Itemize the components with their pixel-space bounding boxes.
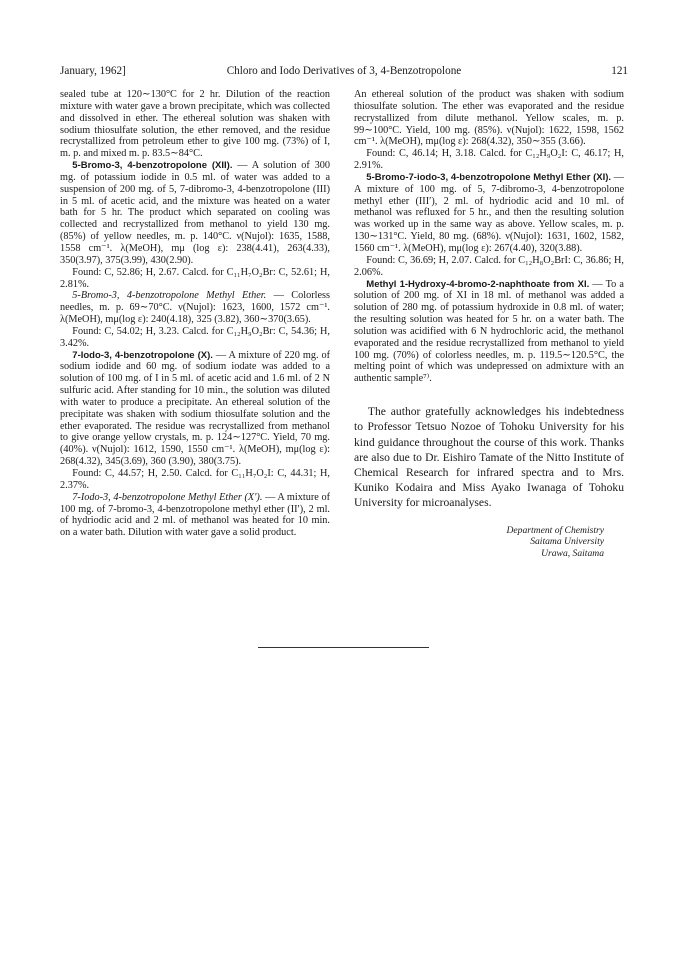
- affiliation-department: Department of Chemistry: [506, 524, 604, 536]
- paragraph: [354, 279, 624, 386]
- paragraph: [354, 172, 624, 255]
- header-title: Chloro and Iodo Derivatives of 3, 4-Benzotropolone: [226, 65, 462, 77]
- paragraph: [60, 326, 330, 350]
- paragraph-text: sealed tube at 120∼130°C for 2 hr. Dilution of the reaction mixture with water gave a brown precipitate, which was collected and dissolved in ether. The ethereal solution was shaken with sodium thiosulfate solution, the ether removed, and the residue recrystallized from petroleum ether to give 100 mg. (73%) of I, m. p. and mixed m. p. 83.5∼84°C.: [60, 89, 330, 160]
- paragraph-heading: 7-Iodo-3, 4-benzotropolone (X).: [72, 349, 213, 361]
- header-date: January, 1962]: [60, 65, 126, 77]
- affiliation-city: Urawa, Saitama: [541, 548, 604, 560]
- paragraph: [60, 350, 330, 468]
- end-rule: [258, 647, 429, 648]
- paragraph-text: Found: C, 52.86; H, 2.67. Calcd. for C₁₁H₇O₂Br: C, 52.61; H, 2.81%.: [60, 266, 330, 290]
- paragraph-heading: 5-Bromo-3, 4-benzotropolone Methyl Ether.: [72, 290, 267, 302]
- paragraph-heading: Methyl 1-Hydroxy-4-bromo-2-naphthoate from XI.: [366, 278, 590, 290]
- page-number: 121: [611, 65, 628, 77]
- paragraph: [60, 89, 330, 160]
- paragraph: [60, 492, 330, 539]
- paragraph-text: — A mixture of 100 mg. of 7-bromo-3, 4-benzotropolone methyl ether (II′), 2 ml. of hydriodic acid and 2 ml. of methanol was heated for 10 min. on a water bath. Dilution with water gave a solid product.: [60, 491, 330, 539]
- paragraph: [354, 89, 624, 148]
- paragraph-text: Found: C, 46.14; H, 3.18. Calcd. for C₁₂H₉O₂I: C, 46.17; H, 2.91%.: [354, 148, 624, 172]
- paragraph-text: Found: C, 44.57; H, 2.50. Calcd. for C₁₁H₇O₂I: C, 44.31; H, 2.37%.: [60, 468, 330, 491]
- paragraph: [60, 468, 330, 492]
- right-column: [354, 89, 624, 560]
- paragraph-text: Found: C, 36.69; H, 2.07. Calcd. for C₁₂H₈O₂BrI: C, 36.86; H, 2.06%.: [354, 254, 624, 278]
- paragraph-text: — To a solution of 200 mg. of XI in 18 ml. of methanol was added a solution of 280 mg. of potassium hydroxide in 0.8 ml. of water; the resulting solution was heated for 5 hr. on a water bath. The solution was acidified with 6 N hydrochloric acid, the methanol evaporated and the residue recrystallized from methanol to yield 100 mg. (70%) of colorless needles, m. p. 119.5∼120.5°C, the melting point of which was undepressed on admixture with an authentic sample⁷⁾.: [354, 278, 624, 385]
- paragraph: [60, 160, 330, 267]
- paragraph-text: — A mixture of 100 mg. of 5, 7-dibromo-3, 4-benzotropolone methyl ether (III′), 2 ml. of hydriodic acid and 10 ml. of methanol was refluxed for 5 hr., and then the resulting solution was worked up in the same way as above. Yellow scales, m. p. 130∼131°C. Yield, 80 mg. (68%). ν(Nujol): 1631, 1602, 1582, 1560 cm⁻¹. λ(MeOH), mμ(log ε): 267(4.40), 320(3.88).: [354, 171, 624, 254]
- left-column: [60, 89, 330, 539]
- paragraph-heading: 5-Bromo-7-iodo-3, 4-benzotropolone Methyl Ether (XI).: [366, 171, 612, 183]
- paragraph-heading: 7-Iodo-3, 4-benzotropolone Methyl Ether (X′).: [72, 491, 263, 503]
- paragraph-heading: 5-Bromo-3, 4-benzotropolone (XII).: [72, 160, 233, 172]
- paragraph: [60, 290, 330, 326]
- paragraph: [354, 255, 624, 279]
- paragraph-text: — Colorless needles, m. p. 69∼70°C. ν(Nujol): 1623, 1600, 1572 cm⁻¹. λ(MeOH), mμ(log ε): 240(4.18), 325 (3.82), 360∼370(3.65).: [60, 290, 330, 326]
- paragraph-text: An ethereal solution of the product was shaken with sodium thiosulfate solution. The ether was evaporated and the residue recrystallized from dilute methanol. Yellow scales, m. p. 99∼100°C. Yield, 100 mg. (85%). ν(Nujol): 1622, 1598, 1562 cm⁻¹. λ(MeOH), mμ(log ε): 268(4.32), 350∼355 (3.66).: [354, 89, 624, 148]
- affiliation-university: Saitama University: [530, 536, 604, 548]
- acknowledgment: The author gratefully acknowledges his indebtedness to Professor Tetsuo Nozoe of Tohoku University for his kind guidance throughout the course of this work. Thanks are also due to Dr. Eishiro Tamate of the Nitto Institute of Chemical Research for infrared spectra and to Mrs. Kuniko Kodaira and Miss Ayako Iwanaga of Tohoku University for microanalyses.: [354, 405, 624, 510]
- paragraph: [60, 267, 330, 291]
- paragraph-text: — A solution of 300 mg. of potassium iodide in 0.5 ml. of water was added to a suspension of 200 mg. of 5, 7-dibromo-3, 4-benzotropolone (III) in 5 ml. of acetic acid, and the mixture was heated on a water bath for 5 hr. The product which separated on cooling was collected and recrystallized from methanol to yield 130 mg. (85%) of yellow needles, m. p. 140°C. ν(Nujol): 1635, 1588, 1558 cm⁻¹. λ(MeOH), mμ (log ε): 238(4.41), 263(4.33), 350(3.97), 375(3.99), 430(2.90).: [60, 160, 330, 266]
- running-header: [60, 64, 628, 78]
- paragraph-text: — A mixture of 220 mg. of sodium iodide and 60 mg. of sodium iodate was added to a solution of 100 mg. of I in 5 ml. of acetic acid and 1.6 ml. of 2 N sulfuric acid. After standing for 10 min., the solution was diluted with water to produce a precipitate. An ethereal solution of the precipitate was shaken with sodium thiosulfate solution and the ether evaporated. The residue was recrystallized from methanol to give orange yellow crystals, m. p. 124∼127°C. Yield, 70 mg. (40%). ν(Nujol): 1612, 1590, 1550 cm⁻¹. λ(MeOH), mμ(log ε): 268(4.32), 345(3.69), 360 (3.90), 380(3.75).: [60, 349, 330, 468]
- paragraph: [354, 148, 624, 172]
- author-affiliation: [354, 525, 624, 560]
- paragraph-text: Found: C, 54.02; H, 3.23. Calcd. for C₁₂H₉O₂Br: C, 54.36; H, 3.42%.: [60, 325, 330, 349]
